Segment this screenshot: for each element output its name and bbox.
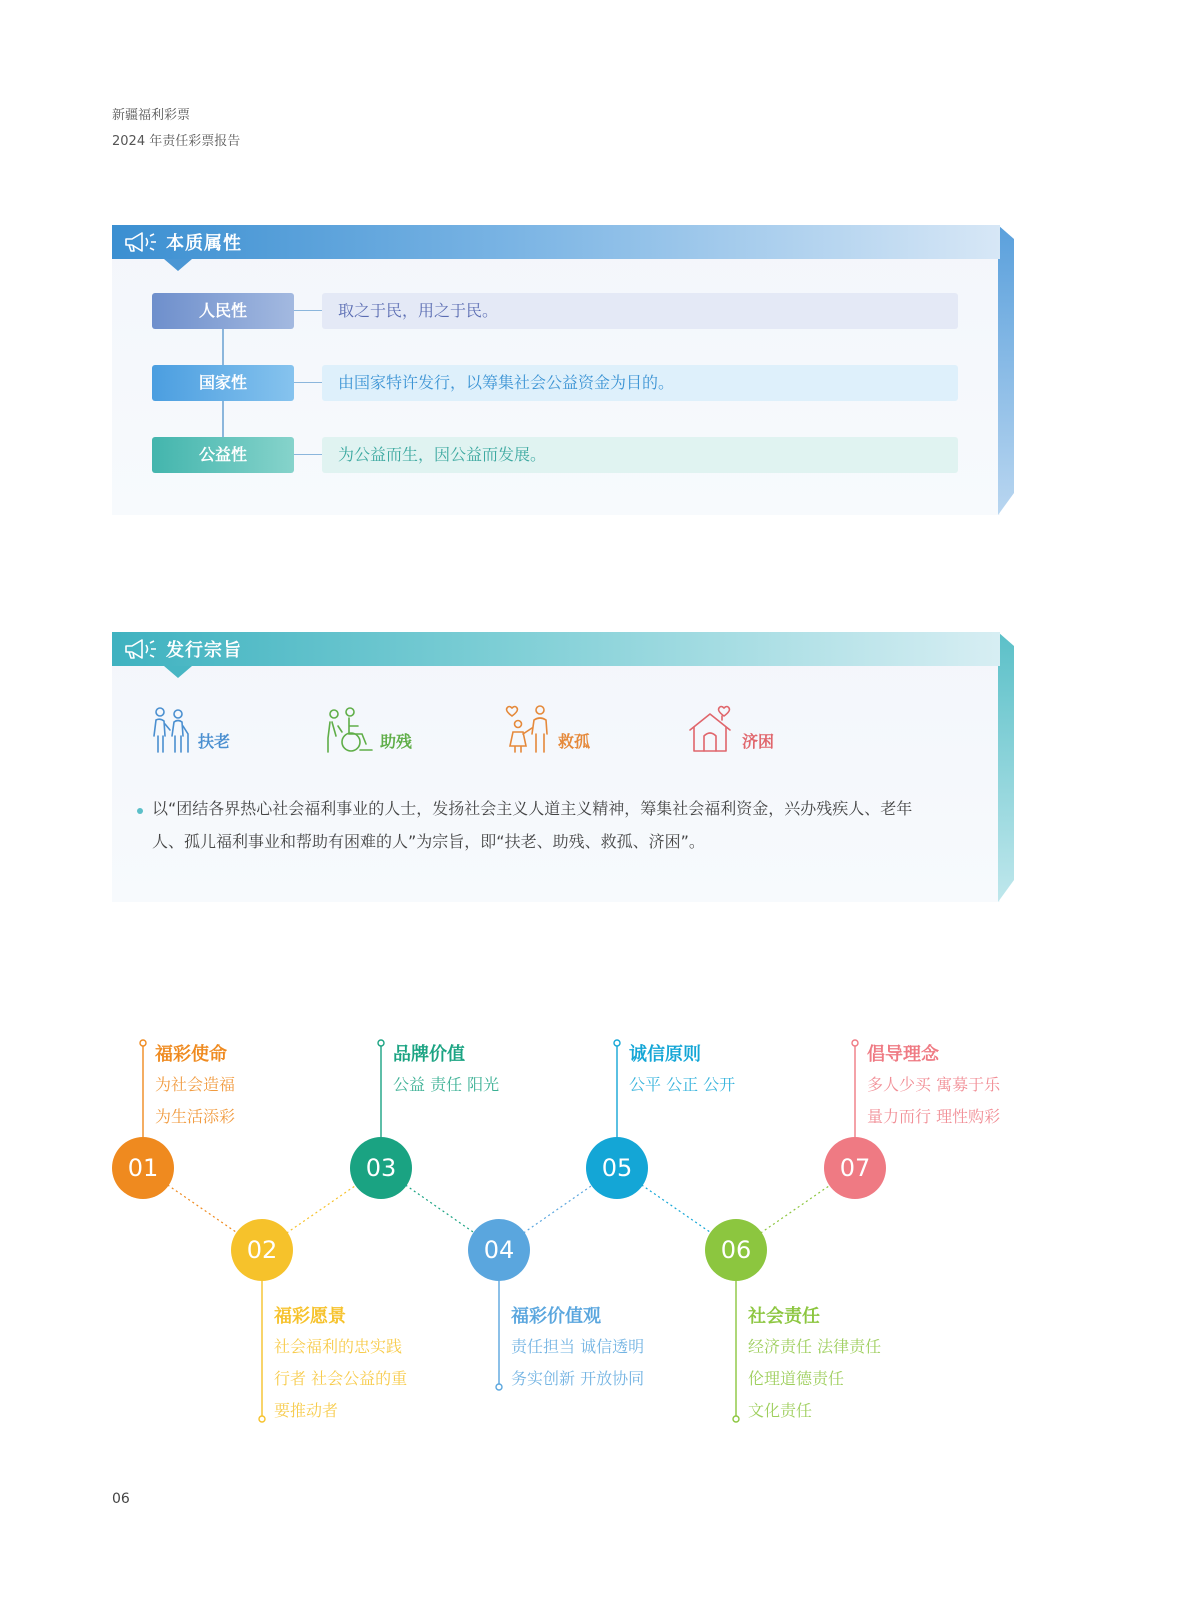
attribute-tag: 公益性 <box>152 437 294 473</box>
report-title: 2024 年责任彩票报告 <box>112 134 241 149</box>
attribute-desc: 为公益而生，因公益而发展。 <box>322 437 958 473</box>
timeline-stem-dot <box>614 1040 620 1046</box>
purpose-statement: 以“团结各界热心社会福利事业的人士，发扬社会主义人道主义精神，筹集社会福利资金，兴办残疾人、老年人、孤儿福利事业和帮助有困难的人”为宗旨，即“扶老、助残、救孤、济困”。 <box>152 799 913 851</box>
timeline-line: 伦理道德责任 <box>748 1369 845 1388</box>
timeline-line: 务实创新 开放协同 <box>511 1369 645 1388</box>
purpose-label: 助残 <box>380 732 413 751</box>
timeline-number-03: 03 <box>350 1137 412 1199</box>
timeline-stem-dot <box>852 1040 858 1046</box>
timeline-stem-dot <box>733 1416 739 1422</box>
timeline-line: 为社会造福 <box>155 1075 236 1094</box>
timeline-stem-dot <box>378 1040 384 1046</box>
timeline-number-02: 02 <box>231 1219 293 1281</box>
timeline-number-07: 07 <box>824 1137 886 1199</box>
timeline-title: 社会责任 <box>748 1306 820 1327</box>
timeline-number-04: 04 <box>468 1219 530 1281</box>
timeline-title: 倡导理念 <box>867 1044 939 1065</box>
timeline-line: 经济责任 法律责任 <box>748 1337 882 1356</box>
timeline-line: 公益 责任 阳光 <box>393 1075 500 1094</box>
page-number: 06 <box>112 1491 130 1507</box>
attribute-desc: 取之于民，用之于民。 <box>322 293 958 329</box>
timeline-stem-dot <box>140 1040 146 1046</box>
attribute-tag: 人民性 <box>152 293 294 329</box>
timeline-title: 诚信原则 <box>629 1044 701 1065</box>
timeline-number-05: 05 <box>586 1137 648 1199</box>
attribute-desc: 由国家特许发行，以筹集社会公益资金为目的。 <box>322 365 958 401</box>
timeline-title: 品牌价值 <box>393 1044 465 1065</box>
report-org: 新疆福利彩票 <box>112 108 191 123</box>
timeline-title: 福彩价值观 <box>511 1306 601 1327</box>
timeline-line: 公平 公正 公开 <box>629 1075 736 1094</box>
purpose-label: 扶老 <box>198 732 231 751</box>
attribute-tag: 国家性 <box>152 365 294 401</box>
panel-title: 发行宗旨 <box>166 640 242 661</box>
timeline-line: 责任担当 诚信透明 <box>511 1337 645 1356</box>
timeline-line: 行者 社会公益的重 <box>274 1369 408 1388</box>
timeline-number-01: 01 <box>112 1137 174 1199</box>
timeline-title: 福彩愿景 <box>274 1306 346 1327</box>
timeline-line: 多人少买 寓募于乐 <box>867 1075 1001 1094</box>
purpose-label: 救孤 <box>558 732 591 751</box>
purpose-label: 济困 <box>742 732 775 751</box>
timeline-line: 为生活添彩 <box>155 1107 236 1126</box>
timeline-number-06: 06 <box>705 1219 767 1281</box>
timeline-line: 文化责任 <box>748 1401 813 1420</box>
timeline-line: 社会福利的忠实践 <box>274 1337 403 1356</box>
timeline-line: 要推动者 <box>274 1401 339 1420</box>
panel-title: 本质属性 <box>166 233 242 254</box>
timeline-stem-dot <box>496 1384 502 1390</box>
timeline-line: 量力而行 理性购彩 <box>867 1107 1001 1126</box>
timeline-title: 福彩使命 <box>155 1044 227 1065</box>
timeline-stem-dot <box>259 1416 265 1422</box>
